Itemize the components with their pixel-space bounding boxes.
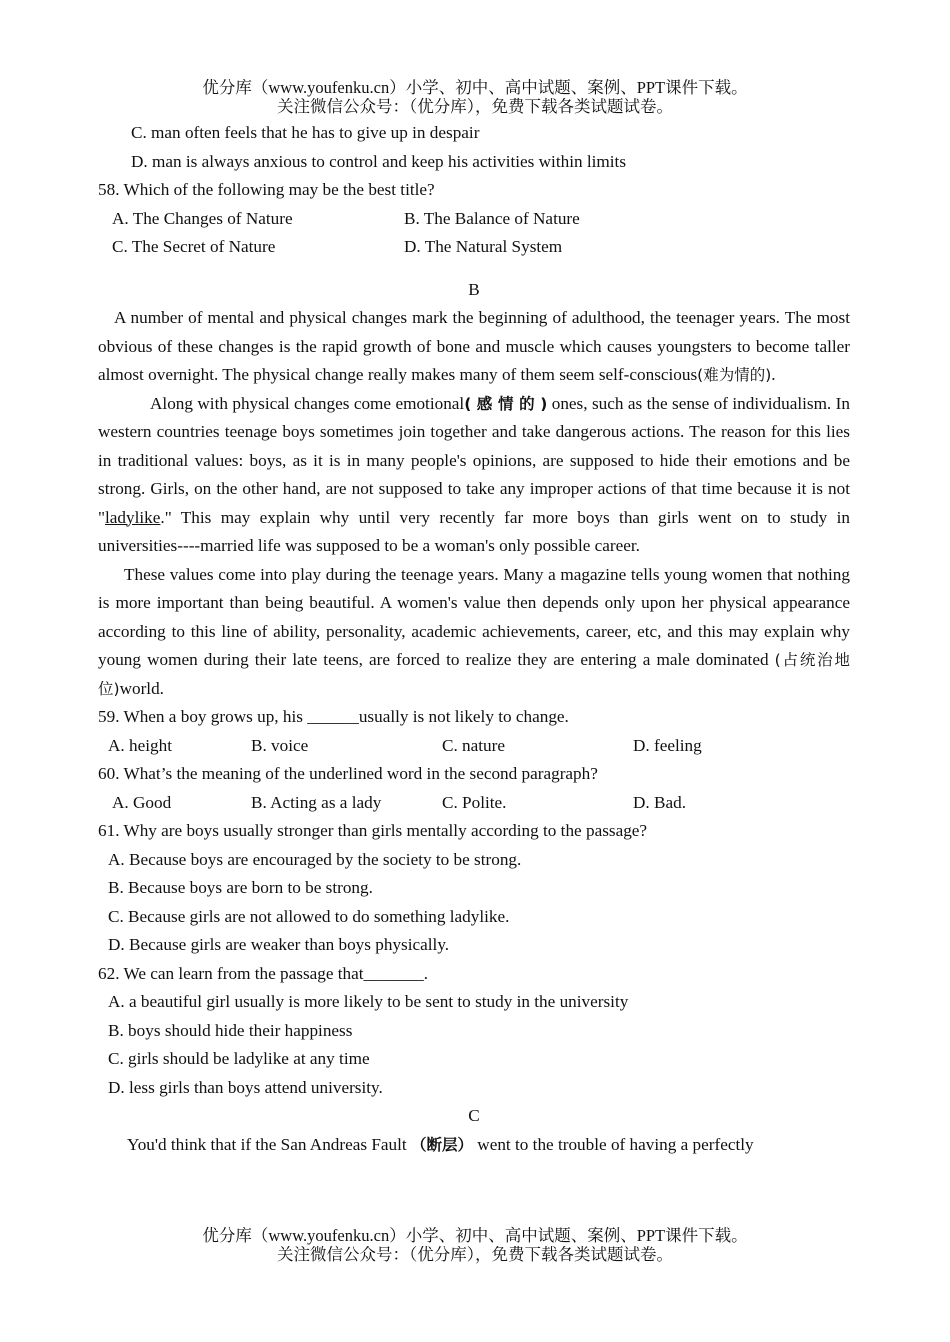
q58-option-d: D. The Natural System (404, 237, 563, 256)
footer-line-1: 优分库（www.youfenku.cn）小学、初中、高中试题、案例、PPT课件下载。 (202, 1226, 748, 1245)
q58-options-row-2 (98, 233, 850, 262)
page-header (0, 78, 950, 116)
passage-b-paragraph-1 (98, 304, 850, 390)
q59-option-a: A. height (108, 735, 172, 755)
p2-text-b: ones, such as the sense of individualism. In western countries teenage boys sometimes join together and take dangerous actions. The reason for this lies in traditional values: boys, as it is in many people's opinions, are supposed to hide their emotions and be strong. Girls, on the other hand, are not supposed to take any improper actions of that time because it is not " (98, 393, 850, 527)
passage-c-paragraph-1 (98, 1131, 850, 1160)
q61-stem: 61. Why are boys usually stronger than girls mentally according to the passage? (98, 821, 648, 840)
p3-text-a: These values come into play during the teenage years. Many a magazine tells young women that nothing is more important than being beautiful. A women's value then depends only upon her physical appearance according to this line of ability, personality, academic achievements, career, etc, and this may explain why young women during their late teens, are forced to realize they are entering a male dominated (98, 564, 850, 669)
q60-options (98, 789, 850, 818)
q58-stem: 58. Which of the following may be the best title? (98, 180, 435, 199)
c-p1-gloss: （断层） (410, 1135, 473, 1154)
q59-options (98, 732, 850, 761)
q59-stem: 59. When a boy grows up, his ______usually is not likely to change. (98, 707, 569, 726)
q58-option-c: C. The Secret of Nature (112, 237, 276, 256)
p1-text: A number of mental and physical changes mark the beginning of adulthood, the teenager years. The most obvious of these changes is the rapid growth of bone and muscle which causes youngsters to become taller almost overnight. The physical change really makes many of them seem self-conscious (98, 308, 850, 384)
header-line-1: 优分库（www.youfenku.cn）小学、初中、高中试题、案例、PPT课件下载。 (202, 78, 748, 97)
q60-option-b: B. Acting as a lady (251, 792, 382, 812)
q59-option-b: B. voice (251, 735, 309, 755)
q60-option-c: C. Polite. (442, 792, 507, 812)
q62-option-a: A. a beautiful girl usually is more likely to be sent to study in the university (108, 992, 629, 1011)
c-p1-text-b: went to the trouble of having a perfectly (473, 1134, 754, 1154)
q61-option-b: B. Because boys are born to be strong. (108, 878, 373, 897)
q62-option-d: D. less girls than boys attend university. (108, 1077, 383, 1097)
p2-text-a: Along with physical changes come emotional (150, 393, 465, 413)
q60-option-a: A. Good (112, 792, 172, 812)
q61-option-c: C. Because girls are not allowed to do something ladylike. (108, 906, 510, 926)
q62-option-b: B. boys should hide their happiness (108, 1020, 353, 1040)
footer-line-2: 关注微信公众号：（优分库），免费下载各类试题试卷。 (277, 1245, 673, 1264)
q57-option-c: C. man often feels that he has to give up in despair (131, 123, 480, 142)
q59-option-c: C. nature (442, 735, 506, 755)
p2-gloss: ( 感 情 的 ) (464, 394, 548, 413)
q60-option-d: D. Bad. (633, 792, 686, 812)
document-body (98, 119, 850, 1159)
section-c-label: C (468, 1106, 480, 1125)
q58-options-row-1 (98, 205, 850, 234)
q58-option-b: B. The Balance of Nature (404, 208, 580, 228)
header-line-2: 关注微信公众号：（优分库），免费下载各类试题试卷。 (277, 97, 673, 116)
c-p1-text-a: You'd think that if the San Andreas Fault (127, 1134, 411, 1154)
q61-option-a: A. Because boys are encouraged by the society to be strong. (108, 849, 522, 869)
q62-stem: 62. We can learn from the passage that_______. (98, 963, 429, 983)
p1-gloss: (难为情的) (697, 366, 772, 384)
p1-end: . (771, 365, 776, 384)
q62-option-c: C. girls should be ladylike at any time (108, 1049, 370, 1068)
p2-text-c: ." This may explain why until very recently far more boys than girls went on to study in universities----married life was supposed to be a woman's only possible career. (98, 507, 850, 555)
q61-option-d: D. Because girls are weaker than boys physically. (108, 935, 450, 954)
underlined-word-ladylike: ladylike (105, 507, 161, 527)
q60-stem: 60. What’s the meaning of the underlined word in the second paragraph? (98, 764, 598, 783)
p3-text-b: world. (119, 678, 164, 698)
section-b-label: B (468, 279, 480, 299)
passage-b-paragraph-2 (98, 390, 850, 561)
p3-gloss: (占统治地位) (98, 651, 850, 698)
passage-b-paragraph-3 (98, 561, 850, 704)
page-footer (0, 1226, 950, 1264)
q57-option-d: D. man is always anxious to control and keep his activities within limits (131, 151, 627, 171)
q59-option-d: D. feeling (633, 735, 702, 755)
q58-option-a: A. The Changes of Nature (112, 208, 293, 228)
